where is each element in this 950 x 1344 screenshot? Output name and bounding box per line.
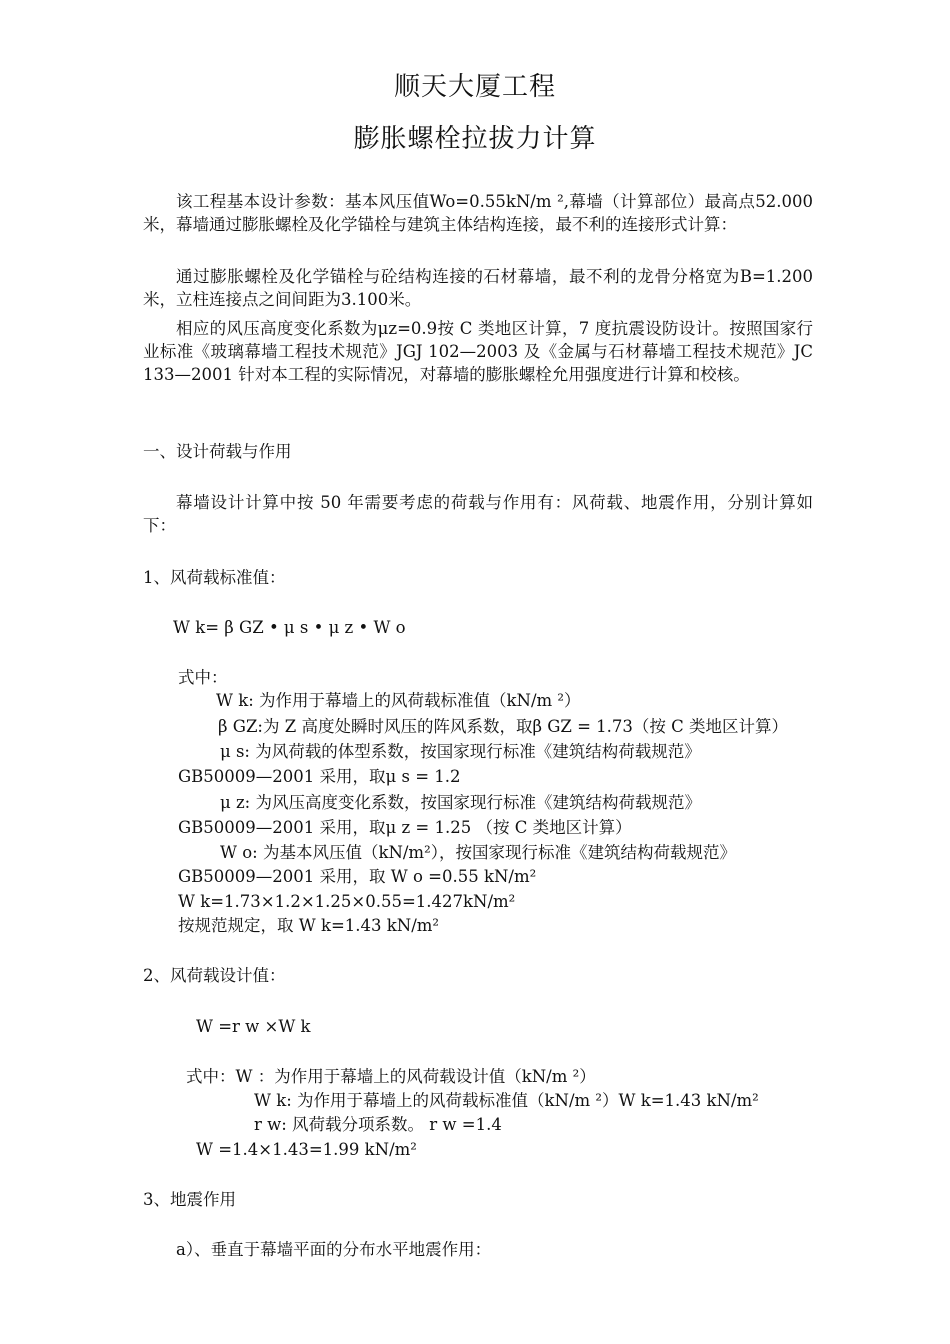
calculation-line: W k=1.73×1.2×1.25×0.55=1.427kN/m² bbox=[178, 892, 516, 911]
definition-line: μ s: 为风荷载的体型系数，按国家现行标准《建筑结构荷载规范》 bbox=[220, 742, 701, 761]
definition-line: GB50009—2001 采用，取μ s = 1.2 bbox=[178, 767, 461, 786]
calculation-line: W =1.4×1.43=1.99 kN/m² bbox=[196, 1140, 417, 1159]
intro-paragraph-2: 通过膨胀螺栓及化学锚栓与砼结构连接的石材幕墙，最不利的龙骨分格宽为B=1.200米，立柱连接点之间间距为3.100米。 bbox=[143, 267, 813, 309]
subsection-heading-seismic: 3、地震作用 bbox=[143, 1190, 236, 1209]
definition-line: W k: 为作用于幕墙上的风荷载标准值（kN/m ²）W k=1.43 kN/m² bbox=[254, 1091, 759, 1110]
section-1-text: 幕墙设计计算中按 50 年需要考虑的荷载与作用有：风荷载、地震作用，分别计算如下： bbox=[143, 493, 813, 535]
definition-line: β GZ:为 Z 高度处瞬时风压的阵风系数，取β GZ = 1.73（按 C 类地区计算） bbox=[218, 717, 789, 736]
formula-w: W =r w ×W k bbox=[196, 1017, 311, 1036]
where-label: 式中： bbox=[178, 668, 228, 687]
calculation-line: 按规范规定，取 W k=1.43 kN/m² bbox=[178, 916, 440, 935]
document-subtitle: 膨胀螺栓拉拔力计算 bbox=[353, 124, 597, 154]
section-heading-1: 一、设计荷载与作用 bbox=[143, 442, 292, 461]
definition-line: W o: 为基本风压值（kN/m²），按国家现行标准《建筑结构荷载规范》 bbox=[220, 843, 736, 862]
formula-wk: W k= β GZ • μ s • μ z • W o bbox=[173, 618, 406, 637]
seismic-item-a: a）、垂直于幕墙平面的分布水平地震作用： bbox=[176, 1240, 492, 1259]
definition-line: GB50009—2001 采用，取μ z = 1.25 （按 C 类地区计算） bbox=[178, 818, 632, 837]
intro-paragraph-3: 相应的风压高度变化系数为μz=0.9按 C 类地区计算，7 度抗震设防设计。按照国家行业标准《玻璃幕墙工程技术规范》JGJ 102—2003 及《金属与石材幕墙工程技术规范》JC 133—2001 针对本工程的实际情况，对幕墙的膨胀螺栓允用强度进行计算和校核。 bbox=[143, 319, 813, 384]
subsection-heading-wind-design: 2、风荷载设计值： bbox=[143, 966, 286, 985]
subsection-heading-wind-standard: 1、风荷载标准值： bbox=[143, 568, 286, 587]
definition-line: 式中：W ：为作用于幕墙上的风荷载设计值（kN/m ²） bbox=[186, 1067, 596, 1086]
document-title: 顺天大厦工程 bbox=[393, 72, 556, 102]
definition-line: μ z: 为风压高度变化系数，按国家现行标准《建筑结构荷载规范》 bbox=[220, 793, 701, 812]
intro-paragraph-1: 该工程基本设计参数：基本风压值Wo=0.55kN/m ²,幕墙（计算部位）最高点52.000米，幕墙通过膨胀螺栓及化学锚栓与建筑主体结构连接，最不利的连接形式计算： bbox=[143, 192, 813, 234]
definition-line: r w: 风荷载分项系数。 r w =1.4 bbox=[254, 1115, 502, 1134]
definition-line: W k: 为作用于幕墙上的风荷载标准值（kN/m ²） bbox=[216, 691, 581, 710]
definition-line: GB50009—2001 采用，取 W o =0.55 kN/m² bbox=[178, 867, 537, 886]
